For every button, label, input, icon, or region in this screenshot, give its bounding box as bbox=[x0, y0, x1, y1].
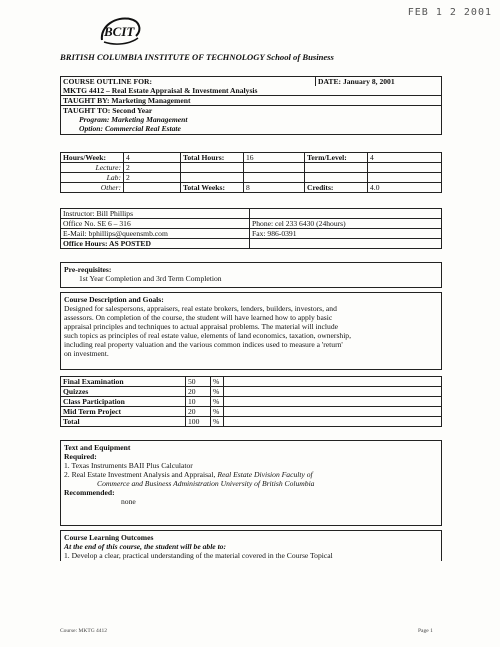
grading-row bbox=[61, 417, 442, 427]
total-hours-value: 16 bbox=[244, 153, 305, 163]
footer-course: Course: MKTG 4412 bbox=[60, 628, 108, 634]
hours-table bbox=[60, 152, 442, 193]
description-line: Designed for salespersons, appraisers, real estate brokers, lenders, builders, investors, and bbox=[64, 304, 337, 313]
description-line: such topics as principles of real estate value, elements of land economics, taxation, ownership, bbox=[64, 331, 351, 340]
phone: Phone: cel 233 6430 (24hours) bbox=[250, 219, 442, 229]
grading-value: 10 bbox=[186, 397, 211, 407]
email: E-Mail: bphillips@queensmb.com bbox=[61, 229, 250, 239]
learning-outcomes-box bbox=[60, 530, 442, 561]
instructor-name: Instructor: Bill Phillips bbox=[61, 209, 250, 219]
taught-to: TAUGHT TO: Second Year bbox=[63, 106, 153, 115]
prerequisites-box bbox=[60, 262, 442, 288]
item-2-text: 2. Real Estate Investment Analysis and Appraisal, bbox=[64, 470, 218, 479]
instructor-table bbox=[60, 208, 442, 249]
lecture-label: Lecture: bbox=[61, 163, 124, 173]
hours-week-label: Hours/Week: bbox=[61, 153, 124, 163]
grading-unit: % bbox=[211, 417, 224, 427]
office-number: Office No. SE 6 – 316 bbox=[61, 219, 250, 229]
course-date: DATE: January 8, 2001 bbox=[316, 77, 442, 87]
institution-name: BRITISH COLUMBIA INSTITUTE OF TECHNOLOGY School of Business bbox=[60, 52, 334, 62]
course-outline-label: COURSE OUTLINE FOR: bbox=[61, 77, 316, 87]
taught-to-block bbox=[61, 106, 442, 135]
credits-value: 4.0 bbox=[368, 183, 442, 193]
description-line: appraisal principles and techniques to actual appraisal problems. The material will include bbox=[64, 322, 338, 331]
credits-label: Credits: bbox=[305, 183, 368, 193]
outcomes-intro: At the end of this course, the student will be able to: bbox=[64, 542, 227, 551]
taught-by: TAUGHT BY: Marketing Management bbox=[61, 96, 442, 106]
grading-row bbox=[61, 387, 442, 397]
required-item-2 bbox=[61, 470, 441, 479]
grading-value: 50 bbox=[186, 377, 211, 387]
course-title: MKTG 4412 – Real Estate Appraisal & Investment Analysis bbox=[61, 86, 442, 96]
bcit-logo bbox=[96, 14, 144, 48]
lab-value: 2 bbox=[124, 173, 181, 183]
grading-item: Quizzes bbox=[61, 387, 186, 397]
grading-unit: % bbox=[211, 397, 224, 407]
term-label: Term/Level: bbox=[305, 153, 368, 163]
equipment-title: Text and Equipment bbox=[64, 443, 131, 452]
grading-value: 20 bbox=[186, 407, 211, 417]
grading-row bbox=[61, 377, 442, 387]
prerequisites-text: 1st Year Completion and 3rd Term Completion bbox=[79, 274, 222, 283]
recommended-label: Recommended: bbox=[64, 488, 115, 497]
grading-value: 20 bbox=[186, 387, 211, 397]
grading-item: Final Examination bbox=[61, 377, 186, 387]
grading-unit: % bbox=[211, 407, 224, 417]
description-line: including real property valuation and the various common indices used to measure a 'return' bbox=[64, 340, 343, 349]
svg-text:BCIT: BCIT bbox=[104, 24, 135, 39]
fax: Fax: 986-0391 bbox=[250, 229, 442, 239]
recommended-none: none bbox=[121, 497, 136, 506]
grading-item: Class Participation bbox=[61, 397, 186, 407]
course-description-title: Course Description and Goals: bbox=[64, 295, 164, 304]
grading-item: Total bbox=[61, 417, 186, 427]
required-item-1: 1. Texas Instruments BAII Plus Calculator bbox=[64, 461, 193, 470]
other-label: Other: bbox=[61, 183, 124, 193]
grading-unit: % bbox=[211, 377, 224, 387]
course-description-box bbox=[60, 292, 442, 370]
prerequisites-title: Pre-requisites: bbox=[64, 265, 112, 274]
required-label: Required: bbox=[64, 452, 97, 461]
grading-item: Mid Term Project bbox=[61, 407, 186, 417]
lab-label: Lab: bbox=[61, 173, 124, 183]
course-header-table bbox=[60, 76, 442, 135]
description-line: assessors. On completion of the course, the student will have learned how to apply basic bbox=[64, 313, 333, 322]
term-value: 4 bbox=[368, 153, 442, 163]
program: Program: Marketing Management bbox=[79, 115, 188, 124]
grading-row bbox=[61, 397, 442, 407]
description-line: on investment. bbox=[64, 349, 109, 358]
footer-page: Page 1 bbox=[418, 628, 433, 634]
grading-unit: % bbox=[211, 387, 224, 397]
date-stamp: FEB 1 2 2001 bbox=[407, 7, 492, 18]
grading-value: 100 bbox=[186, 417, 211, 427]
total-weeks-value: 8 bbox=[244, 183, 305, 193]
total-weeks-label: Total Weeks: bbox=[181, 183, 244, 193]
grading-table bbox=[60, 376, 442, 427]
required-item-2-cont: Commerce and Business Administration University of British Columbia bbox=[97, 479, 315, 488]
total-hours-label: Total Hours: bbox=[181, 153, 244, 163]
item-2-source: Real Estate Division Faculty of bbox=[217, 470, 313, 479]
office-hours: Office Hours: AS POSTED bbox=[61, 239, 250, 249]
lecture-value: 2 bbox=[124, 163, 181, 173]
outcome-item-1: 1. Develop a clear, practical understanding of the material covered in the Course Topical bbox=[64, 551, 333, 560]
option: Option: Commercial Real Estate bbox=[79, 124, 181, 133]
text-equipment-box bbox=[60, 440, 442, 526]
outcomes-title: Course Learning Outcomes bbox=[64, 533, 154, 542]
hours-week-value: 4 bbox=[124, 153, 181, 163]
grading-row bbox=[61, 407, 442, 417]
